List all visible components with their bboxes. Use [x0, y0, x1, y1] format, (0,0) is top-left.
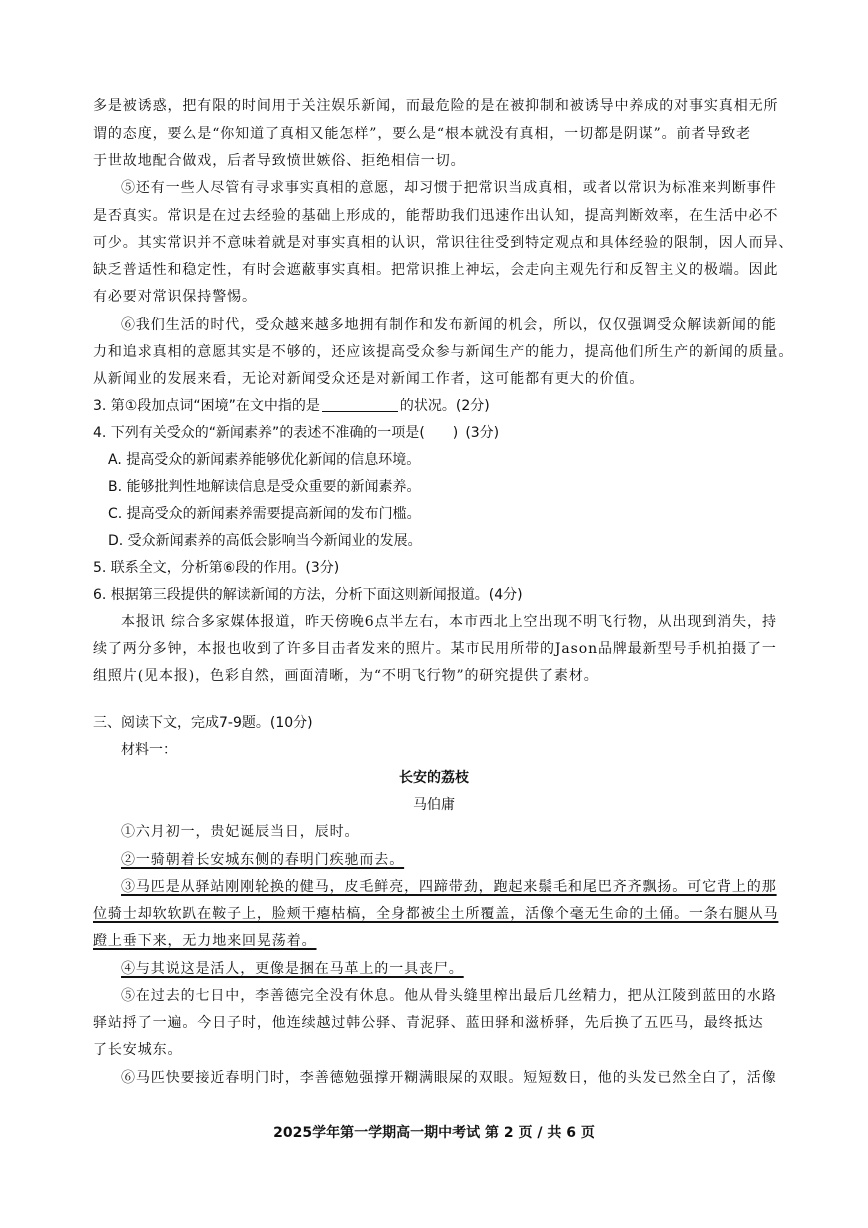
option-b: B. 能够批判性地解读信息是受众重要的新闻素养。 — [108, 479, 421, 495]
question-4 — [93, 423, 499, 443]
story-author: 马伯庸 — [413, 797, 455, 813]
question-4-score: (3分) — [465, 425, 500, 441]
story-paragraph-5-line: ⑤在过去的七日中，李善德完全没有休息。他从骨头缝里榨出最后几丝精力，把从江陵到蓝田的水路 — [121, 988, 777, 1004]
story-paragraph-5-line: 驿站捋了一遍。今日子时，他连续越过韩公驿、青泥驿、蓝田驿和滋桥驿，先后换了五匹马，最终抵达 — [93, 1015, 764, 1031]
question-3 — [93, 396, 490, 416]
story-paragraph-2 — [121, 850, 404, 870]
question-6: 6. 根据第三段提供的解读新闻的方法，分析下面这则新闻报道。(4分) — [93, 587, 523, 603]
page-footer: 2025学年第一学期高一期中考试 第 2 页 / 共 6 页 — [273, 1125, 595, 1141]
story-paragraph-3-line — [93, 904, 778, 924]
answer-parentheses[interactable]: ( ) — [419, 425, 459, 441]
paragraph-5-line: 可少。其实常识并不意味着就是对事实真相的认识，常识往往受到特定观点和具体经验的限制，因人而异、 — [93, 235, 794, 251]
paragraph-5-line: 缺乏普适性和稳定性，有时会遮蔽事实真相。把常识推上神坛，会走向主观先行和反智主义的极端。因此 — [93, 262, 779, 278]
underlined-text: 蹬上垂下来，无力地来回晃荡着。 — [93, 933, 317, 949]
paragraph-5-line: 是否真实。常识是在过去经验的基础上形成的，能帮助我们迅速作出认知，提高判断效率，在生活中必不 — [93, 208, 779, 224]
story-paragraph-4 — [121, 959, 464, 979]
material-1-label: 材料一： — [121, 742, 177, 758]
story-paragraph-5-line: 了长安城东。 — [93, 1042, 183, 1058]
underlined-text: 位骑士却软软趴在鞍子上，脸颊干瘪枯槁，全身都被尘土所覆盖，活像个毫无生命的土俑。一条右腿从马 — [93, 906, 779, 922]
story-title: 长安的荔枝 — [399, 770, 469, 786]
news-excerpt-line: 续了两分多钟，本报也收到了许多目击者发来的照片。某市民用所带的Jason品牌最新型号手机拍摄了一 — [93, 641, 777, 657]
story-paragraph-3-line — [93, 931, 317, 951]
news-excerpt-line: 本报讯 综合多家媒体报道，昨天傍晚6点半左右，本市西北上空出现不明飞行物，从出现到消失，持 — [121, 614, 777, 630]
underlined-text: ④与其说这是活人，更像是捆在马革上的一具丧尸。 — [121, 961, 464, 977]
question-3-tail: 的状况。(2分) — [399, 398, 490, 414]
underlined-text: ②一骑朝着长安城东侧的春明门疾驰而去。 — [121, 852, 405, 868]
paragraph-5-line: ⑤还有一些人尽管有寻求事实真相的意愿，却习惯于把常识当成真相，或者以常识为标准来判断事件 — [121, 180, 777, 196]
paragraph-6-line: ⑥我们生活的时代，受众越来越多地拥有制作和发布新闻的机会，所以，仅仅强调受众解读新闻的能 — [121, 317, 777, 333]
paragraph-continued-line: 于世故地配合做戏，后者导致愤世嫉俗、拒绝相信一切。 — [93, 153, 466, 169]
section-3-heading: 三、阅读下文，完成7-9题。(10分) — [93, 715, 313, 731]
paragraph-5-line: 有必要对常识保持警惕。 — [93, 289, 257, 305]
underlined-text: ③马匹是从驿站刚刚轮换的健马，皮毛鲜亮，四蹄带劲，跑起来鬃毛和尾巴齐齐飘扬。可它背上的那 — [121, 879, 777, 895]
question-3-stem: 3. 第①段加点词“困境”在文中指的是 — [93, 398, 320, 414]
option-a: A. 提高受众的新闻素养能够优化新闻的信息环境。 — [108, 452, 421, 468]
option-d: D. 受众新闻素养的高低会影响当今新闻业的发展。 — [108, 533, 422, 549]
story-paragraph-6-line: ⑥马匹快要接近春明门时，李善德勉强撑开糊满眼屎的双眼。短短数日，他的头发已然全白了，活像 — [121, 1070, 777, 1086]
question-5: 5. 联系全文，分析第⑥段的作用。(3分) — [93, 560, 340, 576]
option-c: C. 提高受众的新闻素养需要提高新闻的发布门槛。 — [108, 506, 421, 522]
answer-blank[interactable] — [322, 397, 398, 412]
question-4-stem: 4. 下列有关受众的“新闻素养”的表述不准确的一项是 — [93, 425, 420, 441]
paragraph-continued-line: 多是被诱惑，把有限的时间用于关注娱乐新闻，而最危险的是在被抑制和被诱导中养成的对事实真相无所 — [93, 98, 779, 114]
story-paragraph-1: ①六月初一，贵妃诞辰当日，辰时。 — [121, 824, 360, 840]
news-excerpt-line: 组照片(见本报)，色彩自然，画面清晰，为“不明飞行物”的研究提供了素材。 — [93, 668, 599, 684]
story-paragraph-3-line — [121, 877, 777, 897]
paragraph-6-line: 从新闻业的发展来看，无论对新闻受众还是对新闻工作者，这可能都有更大的价值。 — [93, 371, 645, 387]
paragraph-6-line: 力和追求真相的意愿其实是不够的，还应该提高受众参与新闻生产的能力，提高他们所生产的新闻的质量。 — [93, 344, 794, 360]
paragraph-continued-line: 谓的态度，要么是“你知道了真相又能怎样”，要么是“根本就没有真相，一切都是阴谋”。前者导致老 — [93, 126, 752, 142]
